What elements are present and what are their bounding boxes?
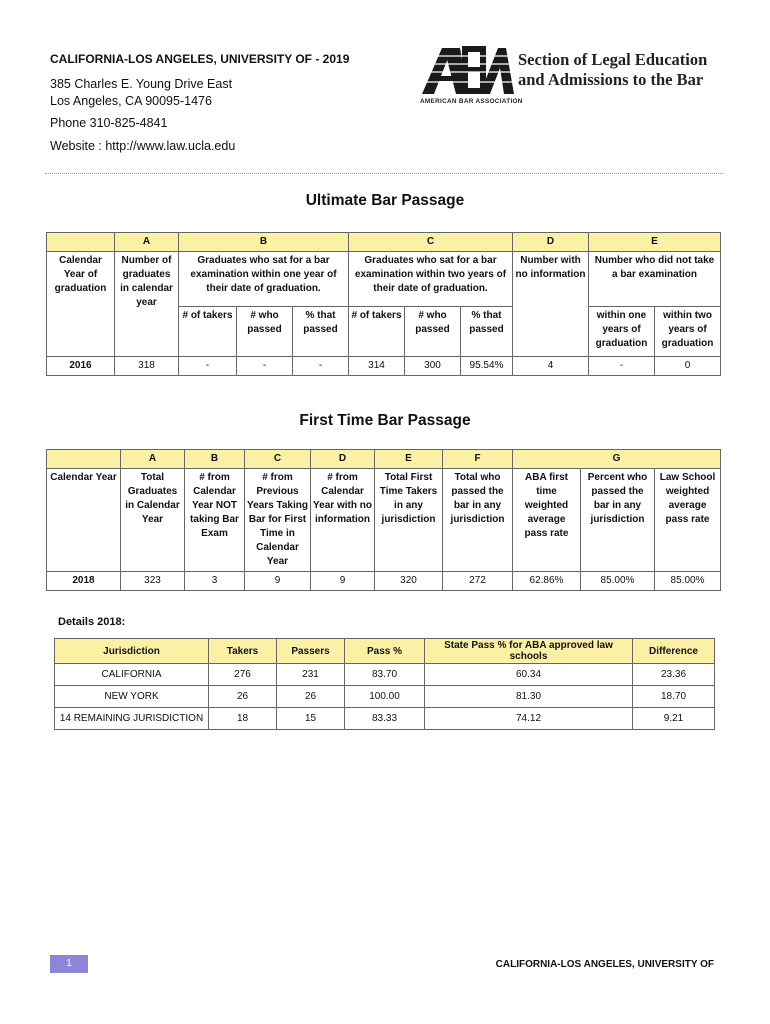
ft-col-g3: Law School weighted average pass rate	[655, 469, 721, 572]
details-head-takers: Takers	[209, 639, 277, 664]
ult-row-c-pct: 95.54%	[461, 357, 513, 376]
ult-col-a: Number of graduates in calendar year	[115, 252, 179, 357]
details-cell: 14 REMAINING JURISDICTION	[55, 708, 209, 730]
ft-letter-e: E	[375, 450, 443, 469]
logo-line-2: and Admissions to the Bar	[518, 70, 704, 89]
header-divider	[45, 173, 723, 174]
details-cell: 9.21	[633, 708, 715, 730]
ult-row-d: 4	[513, 357, 589, 376]
ult-col-b: Graduates who sat for a bar examination within one year of their date of graduation.	[179, 252, 349, 307]
details-cell: 83.33	[345, 708, 425, 730]
details-cell: 26	[209, 686, 277, 708]
ft-row-g3: 85.00%	[655, 572, 721, 591]
ult-e-within-two: within two years of graduation	[655, 307, 721, 357]
address-line-1: 385 Charles E. Young Drive East	[50, 77, 233, 91]
first-time-table	[46, 449, 721, 591]
ft-col-g2: Percent who passed the bar in any jurisdiction	[581, 469, 655, 572]
ult-e-within-one: within one years of graduation	[589, 307, 655, 357]
details-cell: CALIFORNIA	[55, 664, 209, 686]
ult-c-takers: # of takers	[349, 307, 405, 357]
details-cell: 18.70	[633, 686, 715, 708]
ult-row-c-takers: 314	[349, 357, 405, 376]
first-time-title: First Time Bar Passage	[299, 412, 471, 429]
table-row	[55, 686, 715, 708]
ult-letter-a: A	[115, 233, 179, 252]
phone: Phone 310-825-4841	[50, 116, 168, 130]
ft-letter-a: A	[121, 450, 185, 469]
ult-letter-d: D	[513, 233, 589, 252]
ult-letter-b: B	[179, 233, 349, 252]
ult-row-c-passed: 300	[405, 357, 461, 376]
ult-b-passed: # who passed	[237, 307, 293, 357]
details-cell: 15	[277, 708, 345, 730]
details-cell: 18	[209, 708, 277, 730]
ft-col-f: Total who passed the bar in any jurisdiction	[443, 469, 513, 572]
ft-col-c: # from Previous Years Taking Bar for First Time in Calendar Year	[245, 469, 311, 572]
details-head-state-pass: State Pass % for ABA approved law schools	[425, 639, 633, 664]
aba-mark-icon	[420, 42, 516, 96]
ult-row-year: 2016	[47, 357, 115, 376]
ultimate-table	[46, 232, 721, 376]
ult-row-b-pct: -	[293, 357, 349, 376]
details-cell: 83.70	[345, 664, 425, 686]
ft-row-c: 9	[245, 572, 311, 591]
ult-col-year: Calendar Year of graduation	[47, 252, 115, 357]
aba-logo	[420, 42, 720, 108]
details-head-pass-pct: Pass %	[345, 639, 425, 664]
logo-sub: AMERICAN BAR ASSOCIATION	[420, 98, 523, 105]
details-label: Details 2018:	[58, 616, 126, 628]
ft-col-a: Total Graduates in Calendar Year	[121, 469, 185, 572]
ft-col-g1: ABA first time weighted average pass rate	[513, 469, 581, 572]
footer-school-name: CALIFORNIA-LOS ANGELES, UNIVERSITY OF	[495, 959, 714, 970]
ult-col-e: Number who did not take a bar examination	[589, 252, 721, 307]
details-cell: 26	[277, 686, 345, 708]
ft-col-b: # from Calendar Year NOT taking Bar Exam	[185, 469, 245, 572]
details-head-difference: Difference	[633, 639, 715, 664]
ft-row-a: 323	[121, 572, 185, 591]
school-name: CALIFORNIA-LOS ANGELES, UNIVERSITY OF - 2019	[50, 52, 350, 66]
details-head-jurisdiction: Jurisdiction	[55, 639, 209, 664]
ult-row-b-takers: -	[179, 357, 237, 376]
ultimate-title: Ultimate Bar Passage	[305, 192, 465, 209]
ft-row-f: 272	[443, 572, 513, 591]
details-cell: 81.30	[425, 686, 633, 708]
details-head-passers: Passers	[277, 639, 345, 664]
ult-col-d: Number with no information	[513, 252, 589, 357]
ult-col-c: Graduates who sat for a bar examination within two years of their date of graduation.	[349, 252, 513, 307]
ft-row-b: 3	[185, 572, 245, 591]
website: Website : http://www.law.ucla.edu	[50, 139, 236, 153]
details-cell: 276	[209, 664, 277, 686]
ult-letter-c: C	[349, 233, 513, 252]
ft-row-e: 320	[375, 572, 443, 591]
ft-letter-f: F	[443, 450, 513, 469]
ft-letter-b: B	[185, 450, 245, 469]
ult-letter-blank	[47, 233, 115, 252]
details-cell: 74.12	[425, 708, 633, 730]
ft-letter-g: G	[513, 450, 721, 469]
ft-letter-c: C	[245, 450, 311, 469]
address-line-2: Los Angeles, CA 90095-1476	[50, 94, 212, 108]
details-table	[54, 638, 715, 730]
ft-letter-d: D	[311, 450, 375, 469]
page-number-badge: 1	[50, 955, 88, 973]
ult-b-takers: # of takers	[179, 307, 237, 357]
ult-row-e1: -	[589, 357, 655, 376]
details-cell: 60.34	[425, 664, 633, 686]
details-cell: 100.00	[345, 686, 425, 708]
table-row	[55, 664, 715, 686]
ft-col-year: Calendar Year	[47, 469, 121, 572]
ft-col-d: # from Calendar Year with no information	[311, 469, 375, 572]
ult-c-pct: % that passed	[461, 307, 513, 357]
ult-row-b-passed: -	[237, 357, 293, 376]
ult-letter-e: E	[589, 233, 721, 252]
ft-letter-blank	[47, 450, 121, 469]
ft-row-g2: 85.00%	[581, 572, 655, 591]
logo-line-1: Section of Legal Education	[518, 50, 708, 69]
ft-row-g1: 62.86%	[513, 572, 581, 591]
ft-row-year: 2018	[47, 572, 121, 591]
table-row	[55, 708, 715, 730]
ult-c-passed: # who passed	[405, 307, 461, 357]
details-cell: 231	[277, 664, 345, 686]
details-cell: 23.36	[633, 664, 715, 686]
ult-row-e2: 0	[655, 357, 721, 376]
ult-b-pct: % that passed	[293, 307, 349, 357]
ult-row-a: 318	[115, 357, 179, 376]
details-cell: NEW YORK	[55, 686, 209, 708]
ft-col-e: Total First Time Takers in any jurisdiction	[375, 469, 443, 572]
ft-row-d: 9	[311, 572, 375, 591]
